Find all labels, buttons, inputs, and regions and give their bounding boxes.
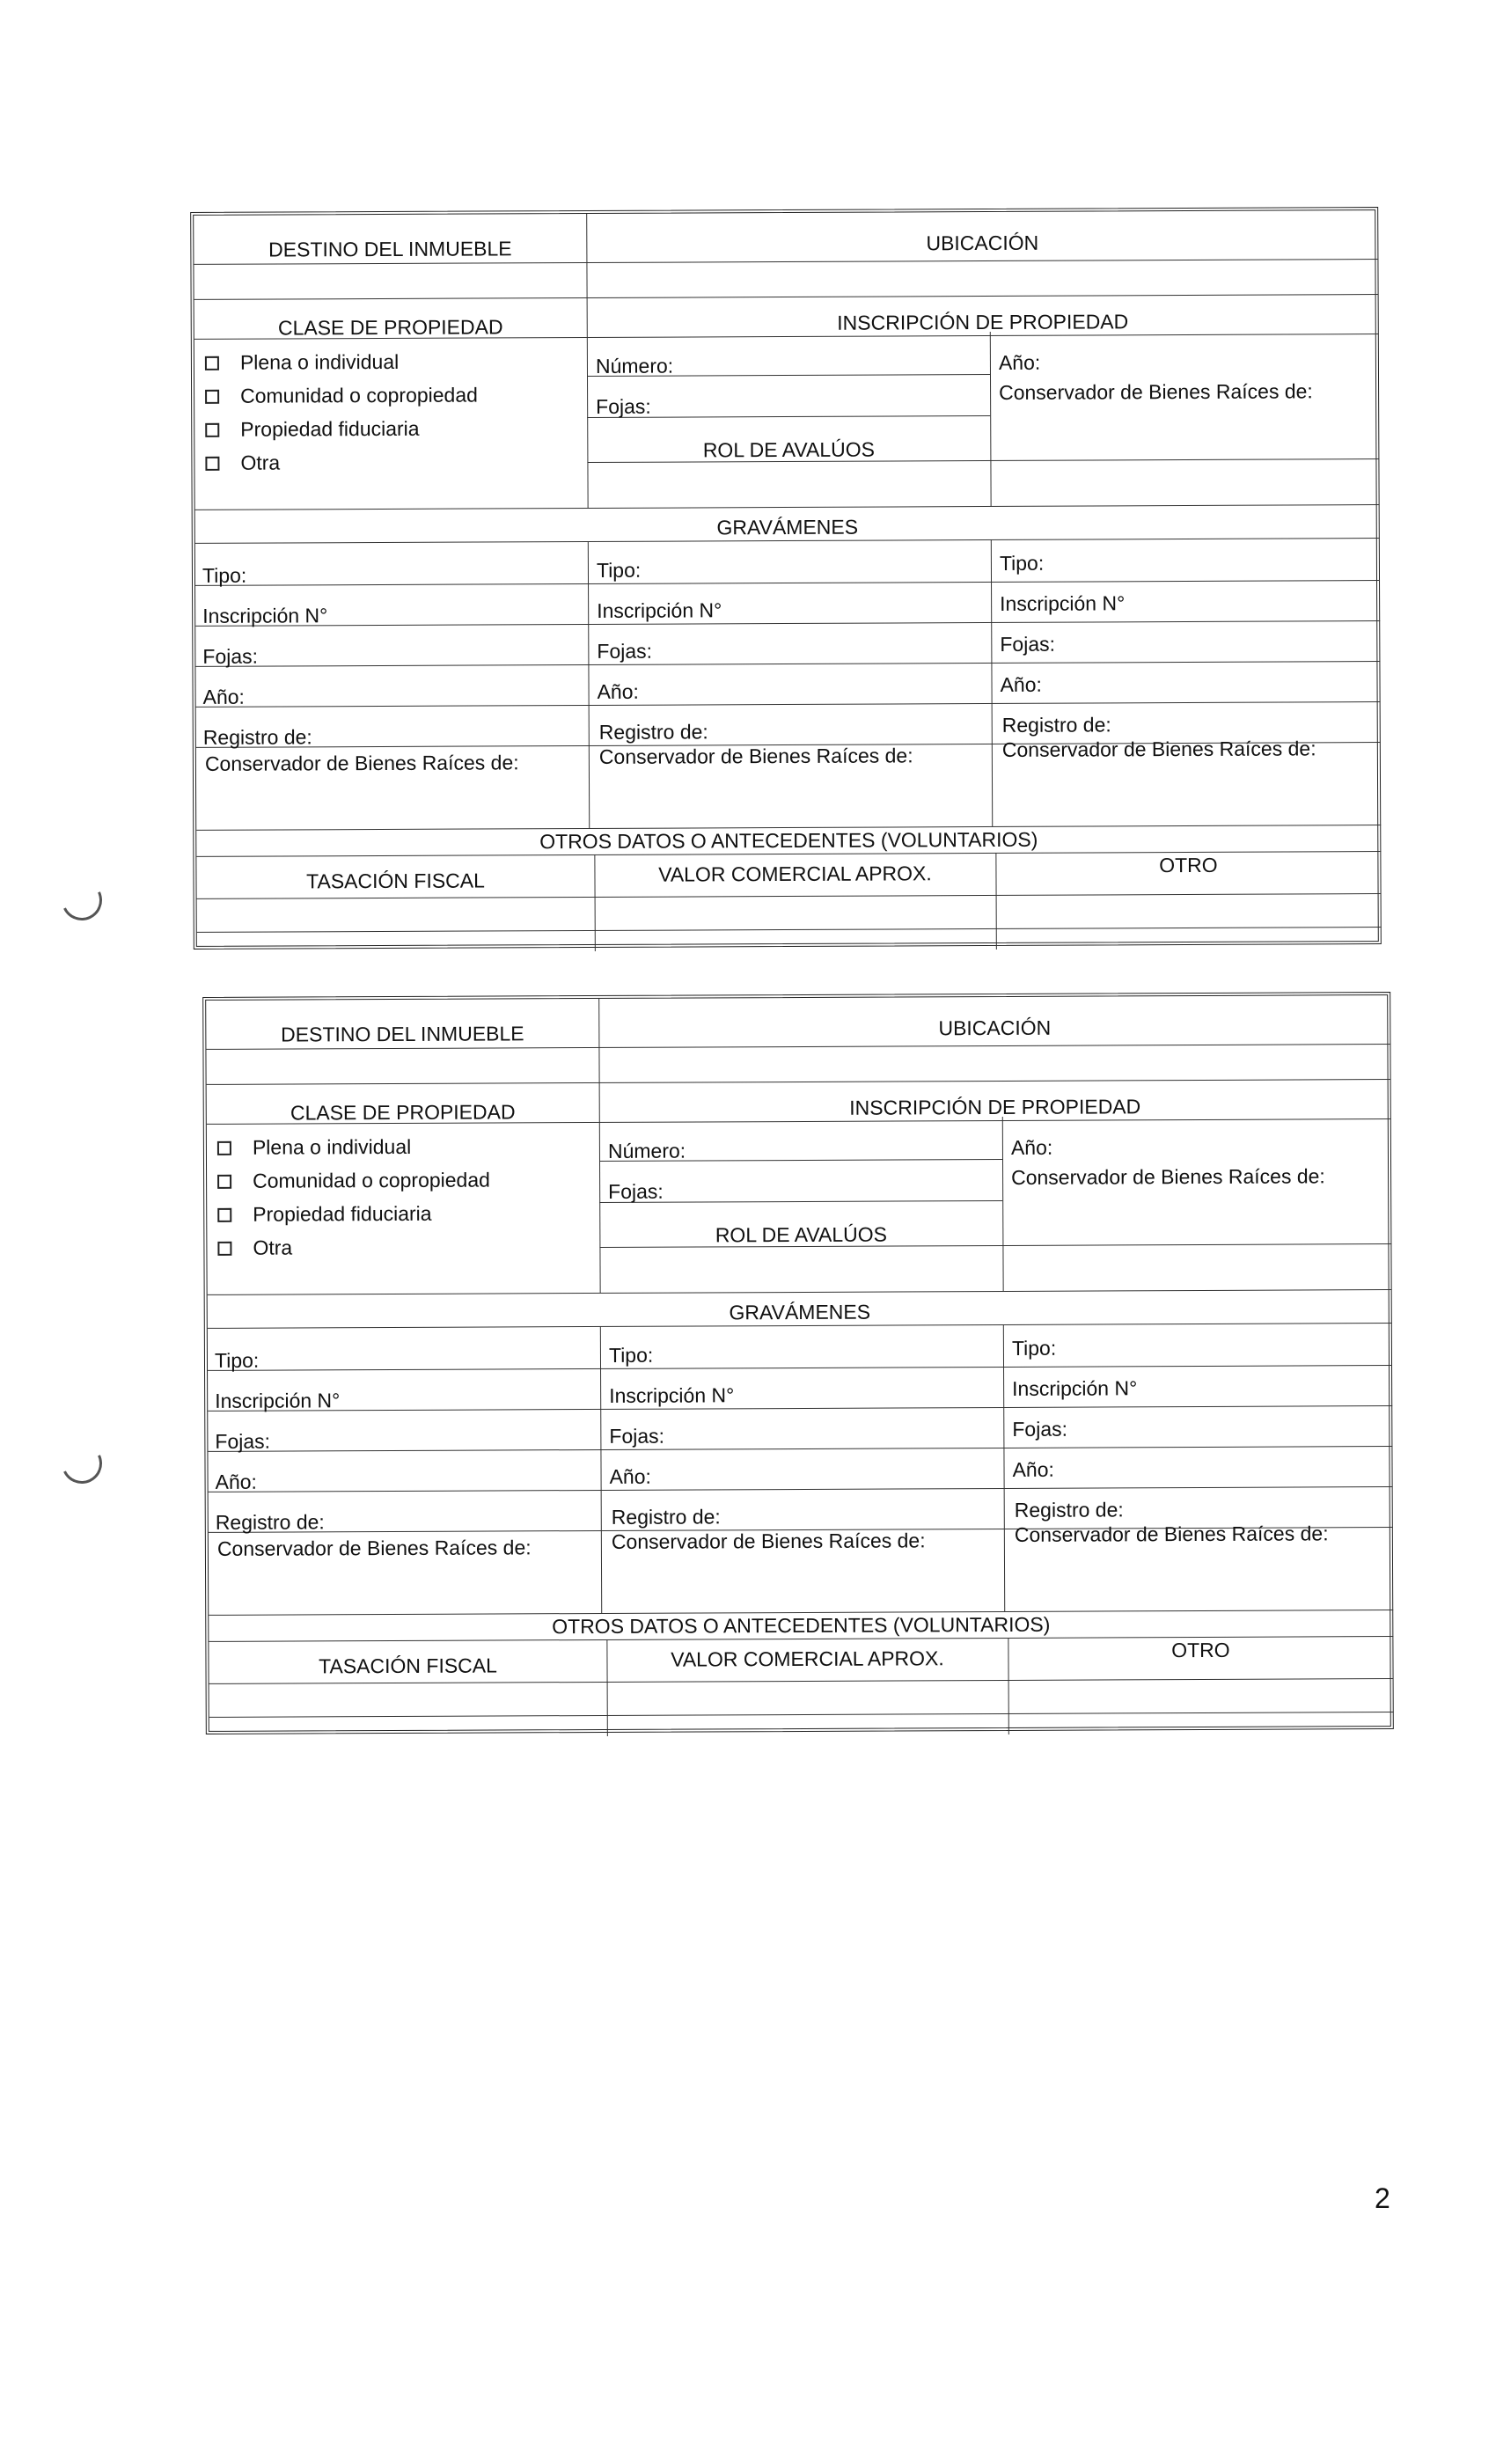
- rule: [195, 580, 1380, 586]
- rule: [197, 927, 1382, 933]
- otro-label: OTRO: [1171, 1638, 1230, 1662]
- gravamenes-label: GRAVÁMENES: [716, 515, 859, 539]
- registro-label: Registro de:: [1001, 713, 1111, 737]
- anio-label: Año:: [1010, 1135, 1053, 1159]
- conservador-label: Conservador de Bienes Raíces de:: [216, 1536, 532, 1560]
- rule: [208, 1289, 1392, 1295]
- fojas-label: Fojas:: [608, 1179, 664, 1203]
- divider: [1002, 1117, 1004, 1291]
- fojas-label: Fojas:: [1012, 1417, 1068, 1441]
- tipo-label: Tipo:: [608, 1343, 654, 1367]
- registro-label: Registro de:: [215, 1510, 325, 1534]
- inscripcion-label: INSCRIPCIÓN DE PROPIEDAD: [849, 1095, 1141, 1119]
- otros-label: OTROS DATOS O ANTECEDENTES (VOLUNTARIOS): [552, 1612, 1051, 1639]
- conservador-label: Conservador de Bienes Raíces de:: [1001, 737, 1316, 761]
- clase-label: CLASE DE PROPIEDAD: [290, 1100, 516, 1125]
- anio-label: Año:: [998, 350, 1041, 374]
- tipo-label: Tipo:: [202, 563, 247, 587]
- conservador-label: Conservador de Bienes Raíces de:: [204, 751, 519, 775]
- clase-option: Otra: [240, 451, 281, 474]
- numero-label: Número:: [595, 354, 674, 378]
- divider: [990, 332, 992, 506]
- divider: [598, 999, 600, 1293]
- property-form-2: [202, 992, 1394, 1734]
- clase-option: Plena o individual: [239, 349, 400, 374]
- anio-label: Año:: [609, 1464, 651, 1488]
- rule: [197, 893, 1382, 899]
- inscripcion-n-label: Inscripción N°: [1012, 1376, 1138, 1400]
- inscripcion-n-label: Inscripción N°: [202, 604, 328, 627]
- destino-label: DESTINO DEL INMUEBLE: [281, 1022, 524, 1046]
- rule: [194, 294, 1379, 300]
- rule: [207, 1079, 1391, 1085]
- clase-option: Propiedad fiduciaria: [253, 1201, 432, 1226]
- registro-label: Registro de:: [598, 720, 708, 744]
- anio-label: Año:: [1000, 672, 1042, 696]
- clase-option: Propiedad fiduciaria: [240, 416, 420, 441]
- inscripcion-n-label: Inscripción N°: [215, 1389, 341, 1412]
- inscripcion-label: INSCRIPCIÓN DE PROPIEDAD: [837, 310, 1129, 334]
- checkbox[interactable]: [217, 1141, 231, 1155]
- tasacion-label: TASACIÓN FISCAL: [319, 1654, 497, 1678]
- registro-label: Registro de:: [202, 725, 312, 749]
- tasacion-label: TASACIÓN FISCAL: [306, 869, 485, 893]
- checkbox[interactable]: [217, 1242, 231, 1256]
- fojas-label: Fojas:: [609, 1424, 665, 1448]
- inscripcion-n-label: Inscripción N°: [597, 598, 722, 622]
- numero-label: Número:: [607, 1139, 686, 1162]
- anio-label: Año:: [1012, 1457, 1054, 1481]
- page-number: 2: [1375, 2182, 1390, 2214]
- rule: [195, 620, 1380, 627]
- ubicacion-label: UBICACIÓN: [938, 1016, 1052, 1040]
- conservador-label: Conservador de Bienes Raíces de:: [598, 744, 913, 768]
- checkbox[interactable]: [217, 1175, 231, 1189]
- rule: [208, 1446, 1392, 1452]
- fojas-label: Fojas:: [596, 394, 651, 418]
- fojas-label: Fojas:: [202, 644, 259, 668]
- registro-label: Registro de:: [1014, 1498, 1124, 1522]
- gravamenes-label: GRAVÁMENES: [729, 1300, 871, 1324]
- rule: [209, 1486, 1393, 1492]
- rule: [208, 1365, 1392, 1371]
- clase-label: CLASE DE PROPIEDAD: [277, 315, 503, 340]
- rule: [208, 1405, 1392, 1412]
- checkbox[interactable]: [205, 390, 219, 404]
- clase-option: Comunidad o copropiedad: [240, 383, 478, 407]
- rol-label: ROL DE AVALÚOS: [715, 1222, 887, 1247]
- anio-label: Año:: [202, 685, 245, 708]
- conservador-label: Conservador de Bienes Raíces de:: [1011, 1164, 1325, 1189]
- checkbox[interactable]: [217, 1208, 231, 1222]
- divider: [586, 214, 588, 508]
- valor-label: VALOR COMERCIAL APROX.: [671, 1646, 944, 1671]
- tipo-label: Tipo:: [596, 558, 642, 582]
- checkbox[interactable]: [205, 423, 219, 437]
- conservador-label: Conservador de Bienes Raíces de:: [1014, 1522, 1329, 1546]
- fojas-label: Fojas:: [597, 639, 653, 663]
- registro-label: Registro de:: [611, 1505, 721, 1529]
- ubicacion-label: UBICACIÓN: [926, 231, 1039, 255]
- otros-label: OTROS DATOS O ANTECEDENTES (VOLUNTARIOS): [539, 827, 1038, 854]
- tipo-label: Tipo:: [1011, 1336, 1057, 1360]
- destino-label: DESTINO DEL INMUEBLE: [268, 237, 512, 261]
- inscripcion-n-label: Inscripción N°: [609, 1383, 735, 1407]
- inscripcion-n-label: Inscripción N°: [1000, 591, 1126, 615]
- conservador-label: Conservador de Bienes Raíces de:: [999, 379, 1313, 404]
- rol-label: ROL DE AVALÚOS: [702, 437, 875, 462]
- otro-label: OTRO: [1159, 853, 1218, 877]
- valor-label: VALOR COMERCIAL APROX.: [658, 862, 932, 886]
- checkbox[interactable]: [205, 457, 219, 471]
- fojas-label: Fojas:: [1000, 632, 1056, 656]
- rule: [209, 1712, 1394, 1718]
- checkbox[interactable]: [205, 356, 219, 370]
- rule: [209, 1678, 1394, 1684]
- conservador-label: Conservador de Bienes Raíces de:: [611, 1529, 926, 1553]
- property-form-1: [190, 207, 1382, 950]
- anio-label: Año:: [597, 679, 639, 703]
- rule: [196, 701, 1381, 708]
- rule: [195, 661, 1380, 667]
- punch-hole: [56, 1438, 108, 1490]
- clase-option: Otra: [253, 1236, 293, 1259]
- rule: [195, 504, 1380, 510]
- tipo-label: Tipo:: [214, 1348, 260, 1372]
- clase-option: Comunidad o copropiedad: [253, 1168, 490, 1192]
- anio-label: Año:: [215, 1470, 257, 1493]
- punch-hole: [56, 875, 108, 927]
- clase-option: Plena o individual: [252, 1134, 412, 1159]
- fojas-label: Fojas:: [215, 1429, 271, 1453]
- tipo-label: Tipo:: [999, 551, 1045, 575]
